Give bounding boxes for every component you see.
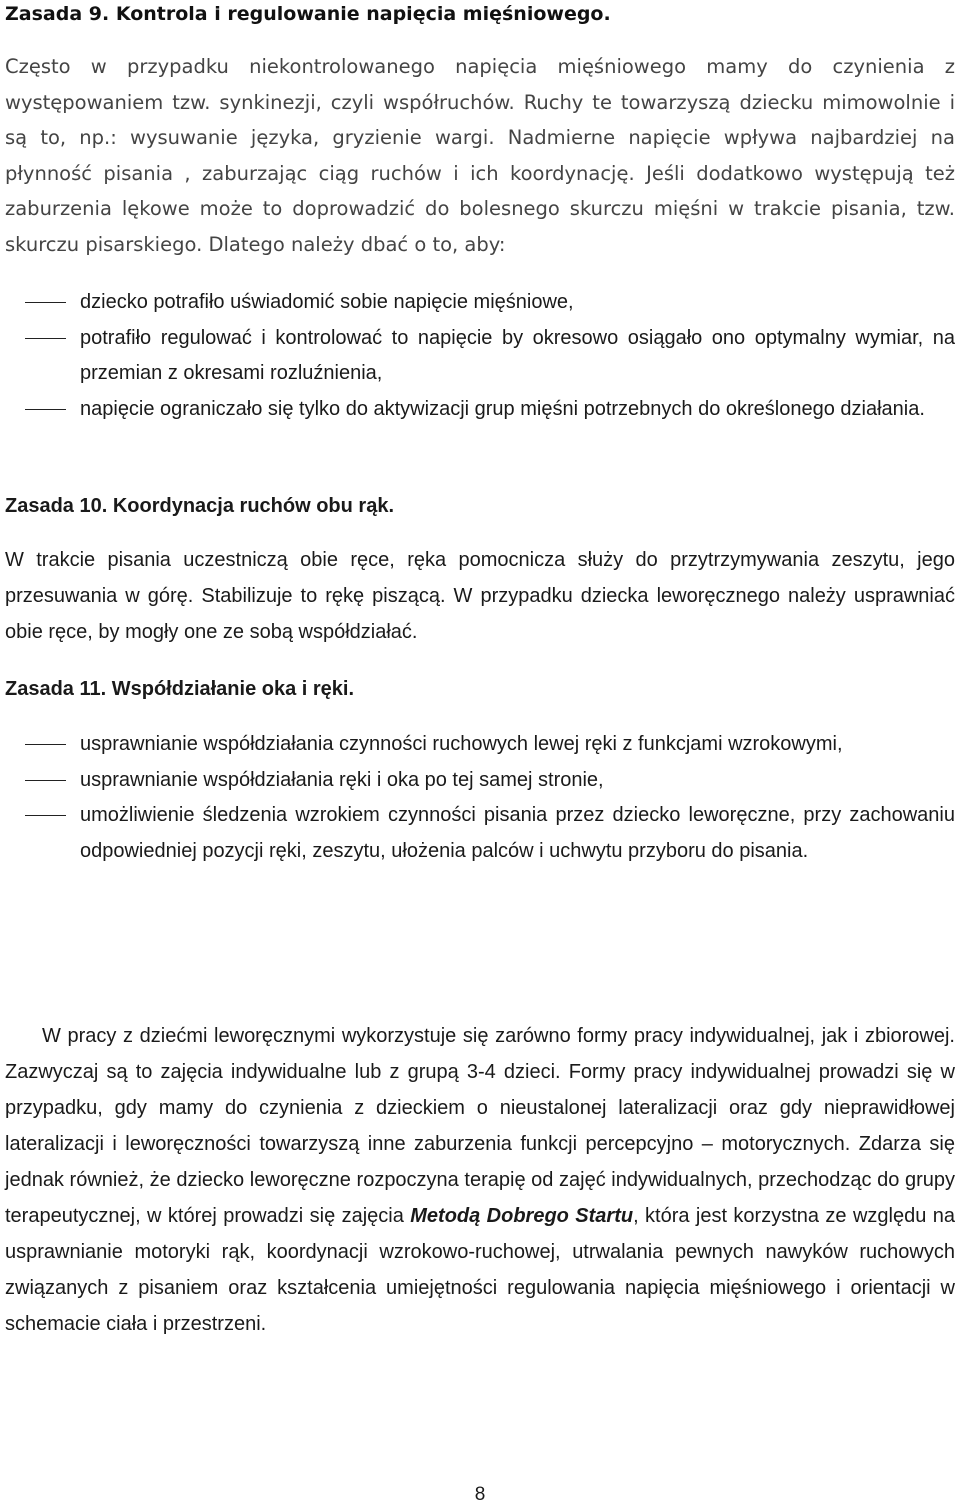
list-item: umożliwienie śledzenia wzrokiem czynności pisania przez dziecko leworęczne, przy zachowaniu odpowiedniej pozycji ręki, zeszytu, ułożenia palców i uchwytu przyboru do pisania.: [5, 798, 955, 869]
closing-text-after: , która jest korzystna ze względu na usprawnianie motoryki rąk, koordynacji wzrokowo-ruchowej, utrwalania pewnych nawyków ruchowych związanych z pisaniem oraz kształcenia umiejętności regulowania napięcia mięśniowego i orientacji w schemacie ciała i przestrzeni.: [5, 1205, 955, 1335]
zasada11-list: [5, 727, 955, 870]
zasada10-heading: Zasada 10. Koordynacja ruchów obu rąk.: [5, 495, 395, 517]
list-item: napięcie ograniczało się tylko do aktywizacji grup mięśni potrzebnych do określonego działania.: [5, 392, 955, 428]
method-name: Metodą Dobrego Startu: [410, 1205, 634, 1227]
list-item: dziecko potrafiło uświadomić sobie napięcie mięśniowe,: [5, 285, 955, 321]
list-item: usprawnianie współdziałania ręki i oka po tej samej stronie,: [5, 763, 955, 799]
zasada9-heading: Zasada 9. Kontrola i regulowanie napięcia mięśniowego.: [5, 3, 611, 25]
zasada9-paragraph: Często w przypadku niekontrolowanego napięcia mięśniowego mamy do czynienia z występowaniem tzw. synkinezji, czyli współruchów. Ruchy te towarzyszą dziecku mimowolnie i są to, np.: wysuwanie języka, gryzienie wargi. Nadmierne napięcie wpływa najbardziej na płynność pisania , zaburzając ciąg ruchów i ich koordynację. Jeśli dodatkowo występują też zaburzenia lękowe może to doprowadzić do bolesnego skurczu mięśni w trakcie pisania, tzw. skurczu pisarskiego. Dlatego należy dbać o to, aby:: [5, 55, 955, 256]
list-item: usprawnianie współdziałania czynności ruchowych lewej ręki z funkcjami wzrokowymi,: [5, 727, 955, 763]
closing-text-before: W pracy z dziećmi leworęcznymi wykorzystuje się zarówno formy pracy indywidualnej, jak i zbiorowej. Zazwyczaj są to zajęcia indywidualne lub z grupą 3-4 dzieci. Formy pracy indywidualnej prowadzi się w przypadku, gdy mamy do czynienia z dzieckiem o nieustalonej lateralizacji oraz gdy nieprawidłowej lateralizacji i leworęczności towarzyszą inne zaburzenia funkcji percepcyjno – motorycznych. Zdarza się jednak również, że dziecko leworęczne rozpoczyna terapię od zajęć indywidualnych, przechodząc do grupy terapeutycznej, w której prowadzi się zajęcia: [5, 1025, 955, 1227]
closing-paragraph: [5, 1018, 955, 1342]
zasada9-list: [5, 285, 955, 428]
zasada11-heading: Zasada 11. Współdziałanie oka i ręki.: [5, 678, 355, 700]
list-item: potrafiło regulować i kontrolować to napięcie by okresowo osiągało ono optymalny wymiar, na przemian z okresami rozluźnienia,: [5, 321, 955, 392]
page-number: 8: [474, 1484, 486, 1505]
zasada10-paragraph: W trakcie pisania uczestniczą obie ręce, ręka pomocnicza służy do przytrzymywania zeszytu, jego przesuwania w górę. Stabilizuje to rękę piszącą. W przypadku dziecka leworęcznego należy usprawniać obie ręce, by mogły one ze sobą współdziałać.: [5, 549, 955, 643]
